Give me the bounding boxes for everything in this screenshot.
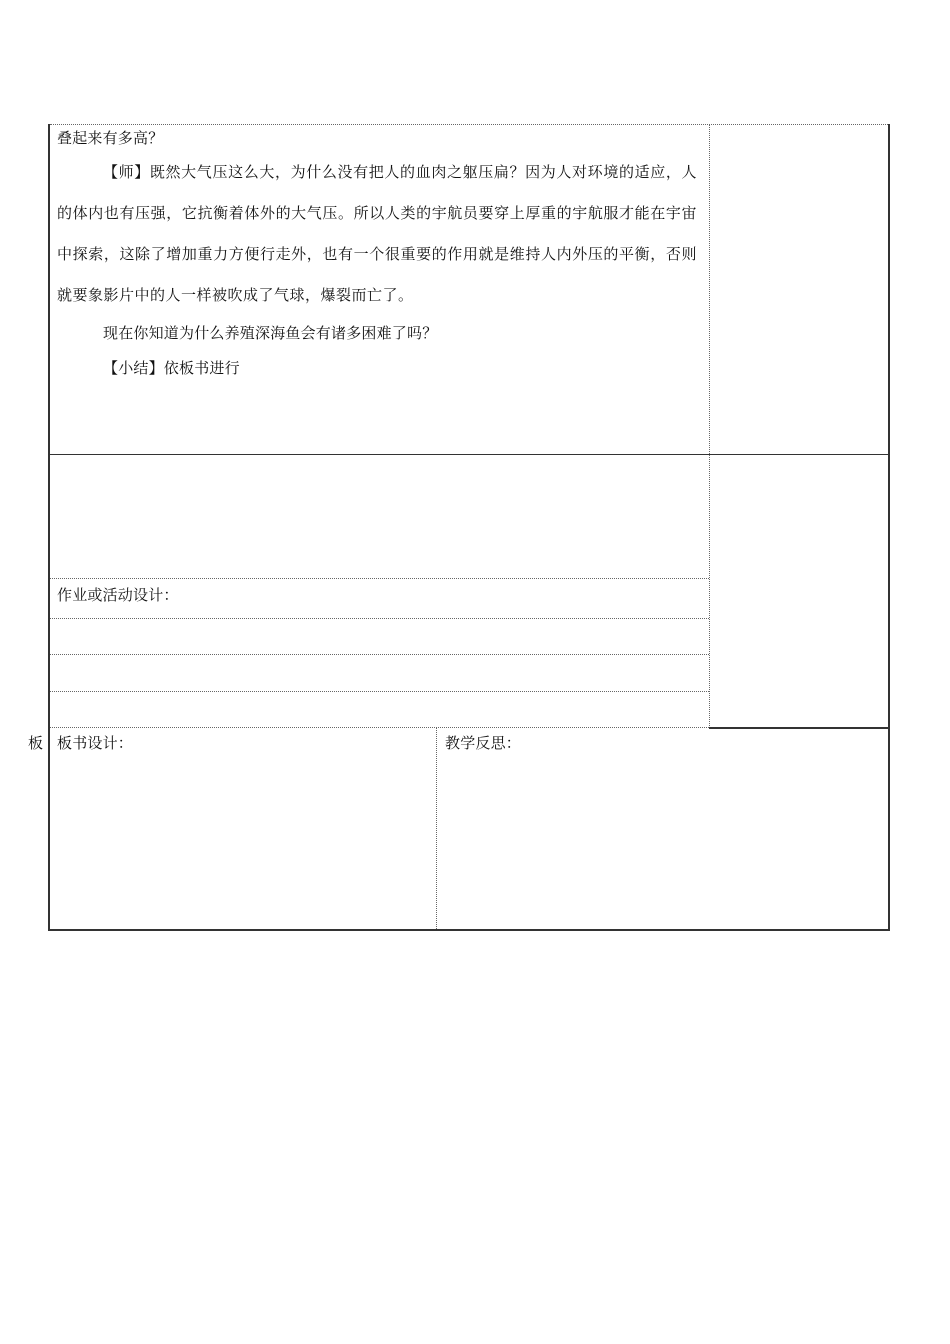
right-cell-bottom-border: [709, 727, 889, 729]
homework-row-line: [50, 691, 709, 692]
homework-row-line: [50, 654, 709, 655]
teacher-paragraph: 【师】既然大气压这么大，为什么没有把人的血肉之躯压扁？因为人对环境的适应，人的体内也有压强，它抗衡着体外的大气压。所以人类的宇航员要穿上厚重的宇航服才能在宇宙中探索，这除了增加重力方便行走外，也有一个很重要的作用就是维持人内外压的平衡，否则就要象影片中的人一样被吹成了气球，爆裂而亡了。: [57, 163, 697, 304]
teaching-reflection-label: 教学反思：: [445, 734, 522, 752]
section-separator: [50, 454, 888, 455]
right-column-divider: [709, 124, 710, 728]
table-bottom-border: [48, 929, 890, 931]
homework-label: 作业或活动设计：: [57, 586, 179, 604]
table-right-border: [888, 124, 890, 931]
question-line: 现在你知道为什么养殖深海鱼会有诸多困难了吗？: [103, 324, 438, 342]
homework-row-line: [50, 727, 709, 728]
board-reflection-divider: [436, 728, 437, 929]
homework-row-line: [50, 578, 709, 579]
table-top-border: [50, 124, 888, 125]
continuation-line: 叠起来有多高？: [57, 129, 164, 147]
homework-row-line: [50, 618, 709, 619]
board-design-label: 板书设计：: [57, 734, 134, 752]
summary-line: 【小结】依板书进行: [103, 359, 240, 377]
side-label: 板: [28, 734, 44, 752]
table-left-border: [48, 124, 50, 931]
